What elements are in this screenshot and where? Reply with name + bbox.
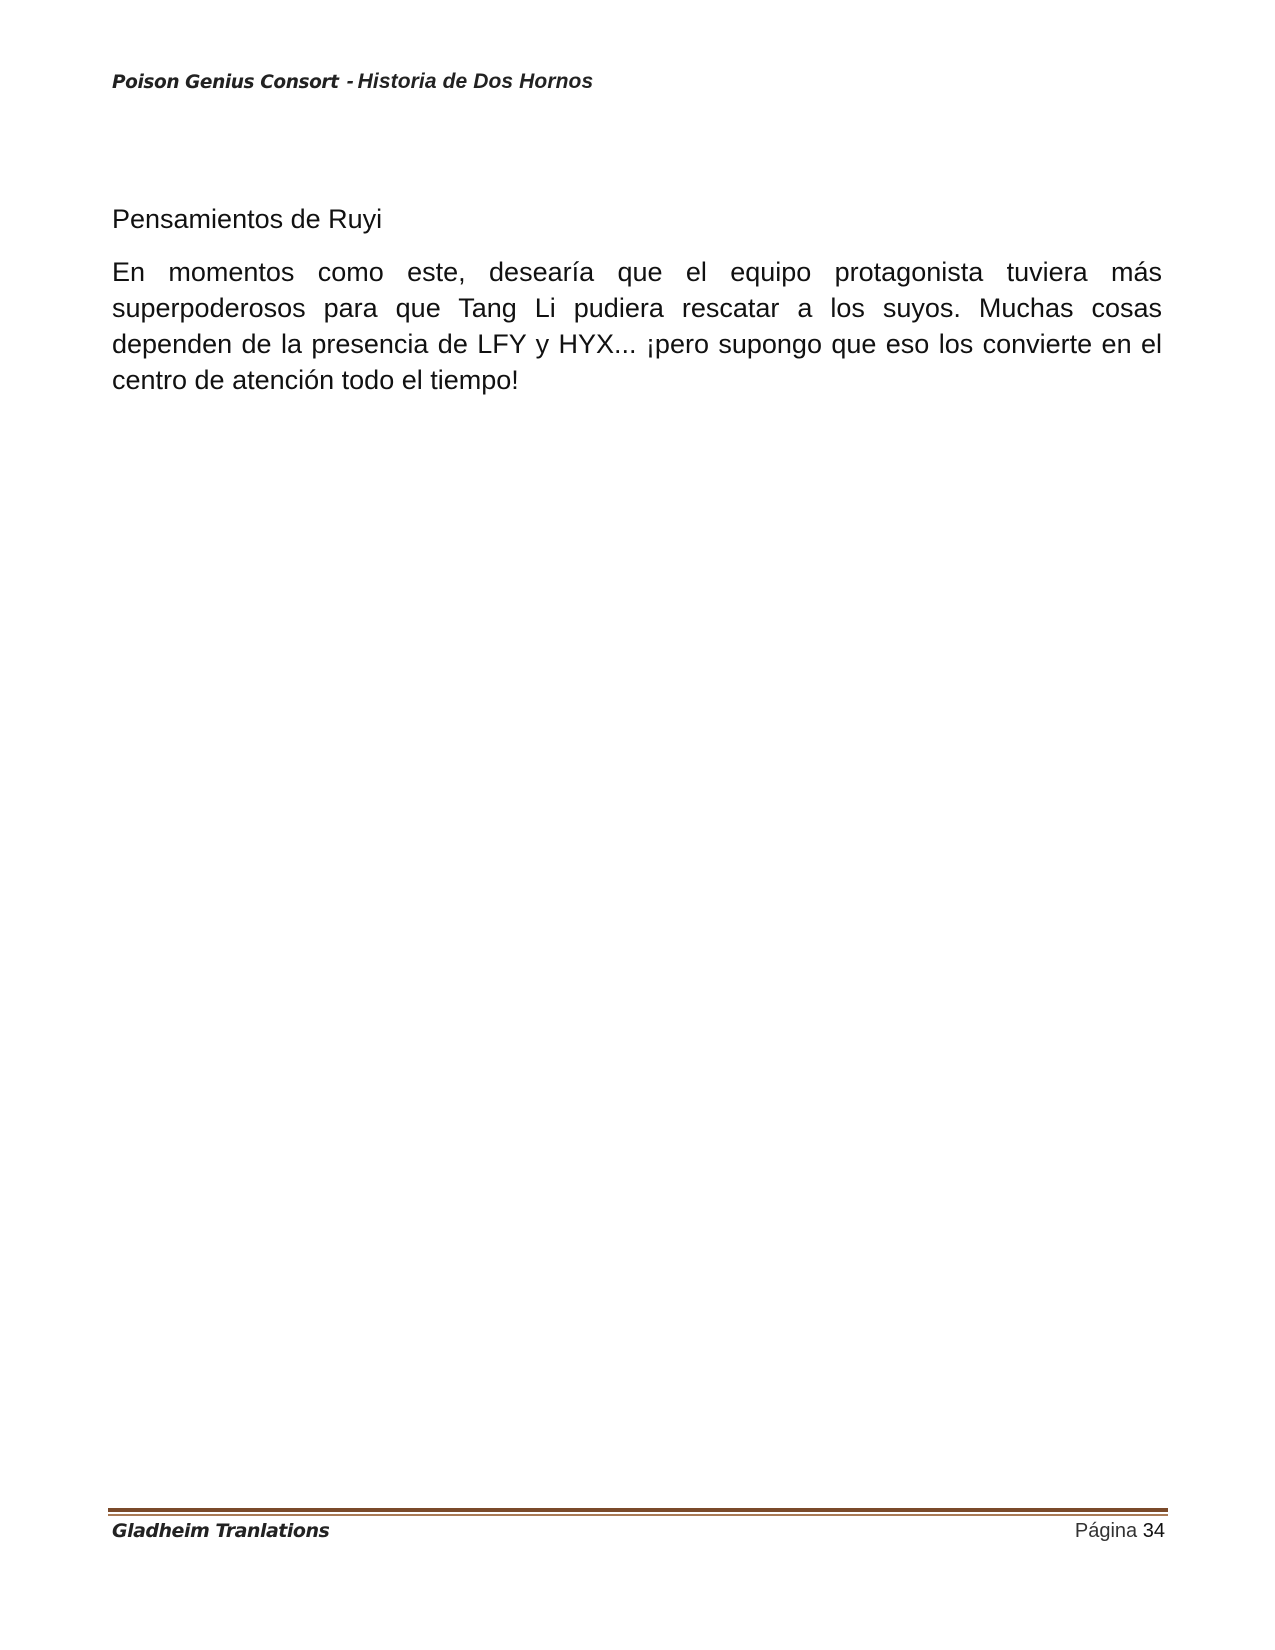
header-separator: - (346, 70, 354, 93)
footer-divider-thick (108, 1508, 1168, 1512)
footer-publisher: Gladheim Tranlations (112, 1520, 330, 1542)
header-series-title: Poison Genius Consort (112, 72, 339, 93)
footer-page-indicator (1075, 1520, 1165, 1543)
page-header (112, 70, 593, 94)
body-paragraph: En momentos como este, desearía que el equipo protagonista tuviera más superpoderosos para que Tang Li pudiera rescatar a los suyos. Muchas cosas dependen de la presencia de LFY y HYX... ¡pero supongo que eso los convierte en el centro de atención todo el tiempo! (112, 257, 1162, 395)
footer-divider (108, 1508, 1168, 1516)
footer-divider-thin (108, 1514, 1168, 1516)
header-subtitle: Historia de Dos Hornos (357, 70, 594, 93)
page-number: 34 (1142, 1520, 1165, 1542)
section-title: Pensamientos de Ruyi (112, 204, 383, 234)
page-label: Página (1074, 1520, 1138, 1542)
